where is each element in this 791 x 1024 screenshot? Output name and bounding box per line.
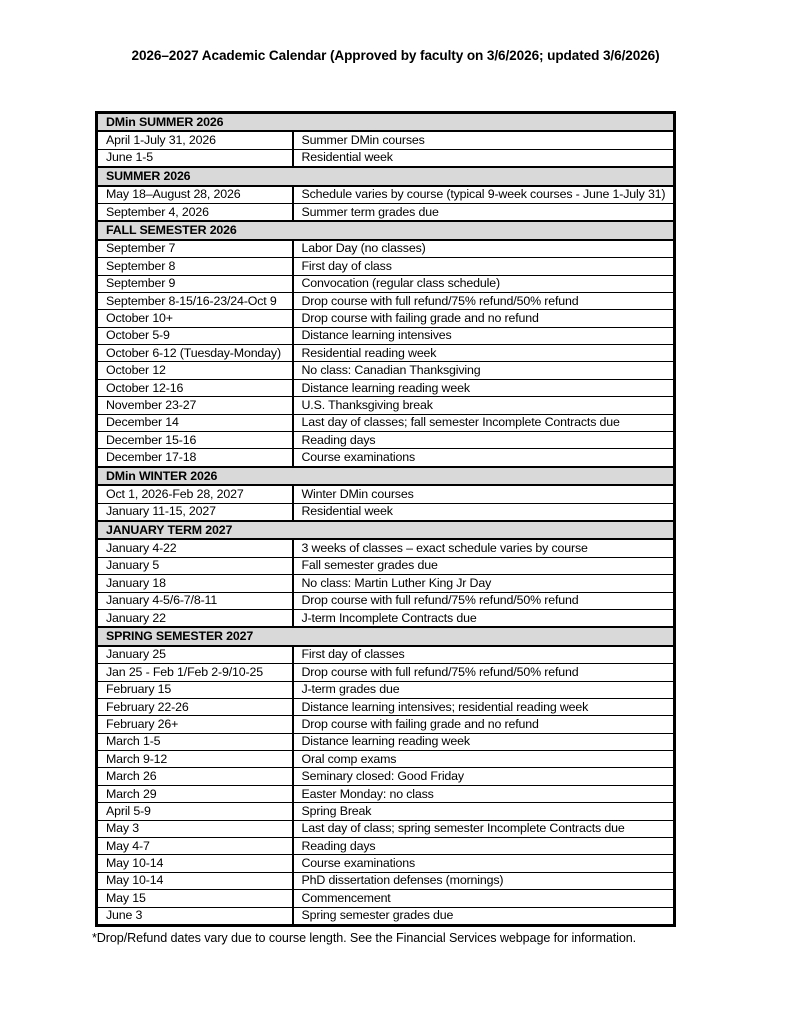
footnote: *Drop/Refund dates vary due to course length. See the Financial Services webpage for information. [92, 931, 637, 945]
date-cell: January 4-5/6-7/8-11 [97, 592, 293, 609]
date-cell: October 6-12 (Tuesday-Monday) [97, 345, 293, 362]
event-cell: Last day of class; spring semester Incomplete Contracts due [293, 820, 675, 837]
date-cell: January 18 [97, 575, 293, 592]
academic-calendar-table [95, 111, 676, 927]
table-row [97, 592, 675, 609]
table-row [97, 503, 675, 521]
date-cell: December 17-18 [97, 449, 293, 467]
table-row [97, 397, 675, 414]
date-cell: September 9 [97, 275, 293, 292]
event-cell: Convocation (regular class schedule) [293, 275, 675, 292]
event-cell: Drop course with failing grade and no refund [293, 310, 675, 327]
event-cell: No class: Martin Luther King Jr Day [293, 575, 675, 592]
date-cell: March 1-5 [97, 733, 293, 750]
table-row [97, 716, 675, 733]
event-cell: Distance learning reading week [293, 733, 675, 750]
table-row [97, 768, 675, 785]
date-cell: February 15 [97, 681, 293, 698]
section-heading: SPRING SEMESTER 2027 [97, 627, 675, 645]
table-row [97, 855, 675, 872]
table-row [97, 240, 675, 258]
table-row [97, 664, 675, 681]
section-heading: FALL SEMESTER 2026 [97, 221, 675, 239]
event-cell: Distance learning intensives; residential reading week [293, 698, 675, 715]
date-cell: November 23-27 [97, 397, 293, 414]
date-cell: Oct 1, 2026-Feb 28, 2027 [97, 485, 293, 503]
table-row [97, 149, 675, 167]
table-row [97, 362, 675, 379]
date-cell: February 26+ [97, 716, 293, 733]
event-cell: PhD dissertation defenses (mornings) [293, 872, 675, 889]
section-heading: DMin WINTER 2026 [97, 467, 675, 485]
table-row [97, 131, 675, 149]
date-cell: May 10-14 [97, 855, 293, 872]
date-cell: January 25 [97, 646, 293, 664]
table-row [97, 275, 675, 292]
event-cell: Residential week [293, 149, 675, 167]
event-cell: Distance learning reading week [293, 379, 675, 396]
table-row [97, 292, 675, 309]
event-cell: Residential week [293, 503, 675, 521]
table-row [97, 327, 675, 344]
table-row [97, 485, 675, 503]
table-row [97, 539, 675, 557]
date-cell: January 22 [97, 609, 293, 627]
table-row [97, 751, 675, 768]
date-cell: May 18–August 28, 2026 [97, 186, 293, 204]
date-cell: December 15-16 [97, 432, 293, 449]
event-cell: Oral comp exams [293, 751, 675, 768]
page-title: 2026–2027 Academic Calendar (Approved by faculty on 3/6/2026; updated 3/6/2026) [131, 48, 660, 63]
section-heading: JANUARY TERM 2027 [97, 521, 675, 539]
section-header-row [97, 467, 675, 485]
date-cell: September 4, 2026 [97, 203, 293, 221]
event-cell: Easter Monday: no class [293, 785, 675, 802]
date-cell: January 5 [97, 557, 293, 574]
event-cell: J-term grades due [293, 681, 675, 698]
table-row [97, 698, 675, 715]
table-row [97, 646, 675, 664]
date-cell: January 4-22 [97, 539, 293, 557]
event-cell: Course examinations [293, 855, 675, 872]
date-cell: April 1-July 31, 2026 [97, 131, 293, 149]
event-cell: Distance learning intensives [293, 327, 675, 344]
calendar-body [97, 113, 675, 926]
event-cell: U.S. Thanksgiving break [293, 397, 675, 414]
event-cell: Residential reading week [293, 345, 675, 362]
table-row [97, 890, 675, 907]
event-cell: Course examinations [293, 449, 675, 467]
date-cell: September 8-15/16-23/24-Oct 9 [97, 292, 293, 309]
date-cell: Jan 25 - Feb 1/Feb 2-9/10-25 [97, 664, 293, 681]
date-cell: December 14 [97, 414, 293, 431]
table-row [97, 820, 675, 837]
date-cell: March 29 [97, 785, 293, 802]
event-cell: Schedule varies by course (typical 9-week courses - June 1-July 31) [293, 186, 675, 204]
date-cell: September 8 [97, 258, 293, 275]
date-cell: May 10-14 [97, 872, 293, 889]
section-header-row [97, 627, 675, 645]
table-row [97, 258, 675, 275]
section-header-row [97, 521, 675, 539]
event-cell: Fall semester grades due [293, 557, 675, 574]
table-row [97, 575, 675, 592]
table-row [97, 345, 675, 362]
table-row [97, 872, 675, 889]
event-cell: Spring Break [293, 803, 675, 820]
table-row [97, 838, 675, 855]
date-cell: October 5-9 [97, 327, 293, 344]
event-cell: Drop course with failing grade and no refund [293, 716, 675, 733]
section-heading: SUMMER 2026 [97, 167, 675, 185]
table-row [97, 803, 675, 820]
event-cell: First day of class [293, 258, 675, 275]
date-cell: June 3 [97, 907, 293, 925]
event-cell: Spring semester grades due [293, 907, 675, 925]
date-cell: April 5-9 [97, 803, 293, 820]
section-heading: DMin SUMMER 2026 [97, 113, 675, 132]
table-row [97, 681, 675, 698]
date-cell: September 7 [97, 240, 293, 258]
table-row [97, 310, 675, 327]
table-row [97, 907, 675, 925]
table-row [97, 186, 675, 204]
date-cell: October 12 [97, 362, 293, 379]
event-cell: Drop course with full refund/75% refund/50% refund [293, 592, 675, 609]
date-cell: May 15 [97, 890, 293, 907]
event-cell: J-term Incomplete Contracts due [293, 609, 675, 627]
section-header-row [97, 113, 675, 132]
date-cell: May 3 [97, 820, 293, 837]
section-header-row [97, 167, 675, 185]
date-cell: October 10+ [97, 310, 293, 327]
table-row [97, 733, 675, 750]
date-cell: March 9-12 [97, 751, 293, 768]
date-cell: March 26 [97, 768, 293, 785]
event-cell: Labor Day (no classes) [293, 240, 675, 258]
date-cell: October 12-16 [97, 379, 293, 396]
event-cell: Drop course with full refund/75% refund/50% refund [293, 664, 675, 681]
event-cell: Winter DMin courses [293, 485, 675, 503]
event-cell: First day of classes [293, 646, 675, 664]
event-cell: Reading days [293, 432, 675, 449]
event-cell: Commencement [293, 890, 675, 907]
date-cell: February 22-26 [97, 698, 293, 715]
table-row [97, 557, 675, 574]
event-cell: No class: Canadian Thanksgiving [293, 362, 675, 379]
event-cell: Reading days [293, 838, 675, 855]
table-row [97, 379, 675, 396]
event-cell: 3 weeks of classes – exact schedule varies by course [293, 539, 675, 557]
table-row [97, 432, 675, 449]
event-cell: Seminary closed: Good Friday [293, 768, 675, 785]
table-row [97, 203, 675, 221]
table-row [97, 785, 675, 802]
date-cell: May 4-7 [97, 838, 293, 855]
section-header-row [97, 221, 675, 239]
date-cell: January 11-15, 2027 [97, 503, 293, 521]
table-row [97, 449, 675, 467]
table-row [97, 414, 675, 431]
event-cell: Last day of classes; fall semester Incomplete Contracts due [293, 414, 675, 431]
event-cell: Summer term grades due [293, 203, 675, 221]
date-cell: June 1-5 [97, 149, 293, 167]
table-row [97, 609, 675, 627]
event-cell: Summer DMin courses [293, 131, 675, 149]
event-cell: Drop course with full refund/75% refund/50% refund [293, 292, 675, 309]
